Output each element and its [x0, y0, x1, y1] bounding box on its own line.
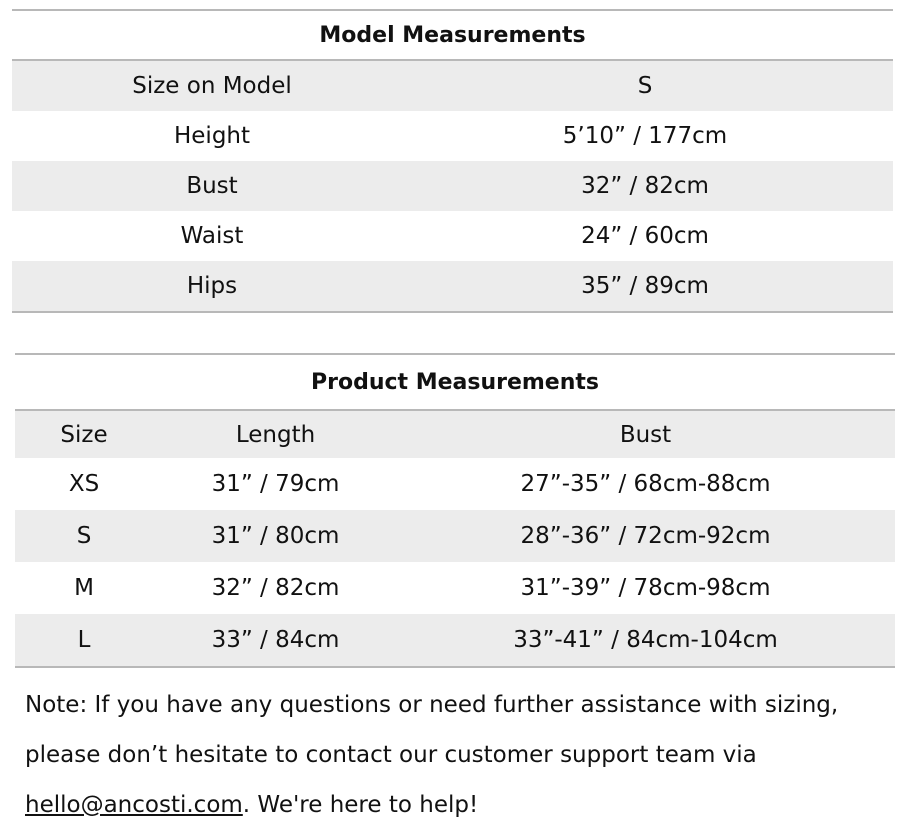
table-header-row: [15, 411, 895, 458]
cell-bust: 28”-36” / 72cm-92cm: [520, 523, 771, 549]
product-measurements-table: [15, 353, 895, 668]
cell-length: 31” / 79cm: [211, 471, 340, 497]
row-label: Waist: [180, 223, 244, 249]
cell-size: M: [74, 575, 94, 601]
row-label: Hips: [186, 273, 238, 299]
table-row: [12, 261, 893, 311]
table-row: [15, 510, 895, 562]
row-value: S: [637, 73, 653, 99]
table-row: [15, 614, 895, 666]
sizing-note: [25, 680, 905, 830]
cell-bust: 33”-41” / 84cm-104cm: [513, 627, 778, 653]
cell-size: L: [77, 627, 91, 653]
row-value: 35” / 89cm: [581, 273, 709, 299]
note-text: Note: If you have any questions or need further assistance with sizing, please don’t hesitate to contact our customer support team via: [25, 692, 839, 768]
model-measurements-title: Model Measurements: [12, 11, 893, 61]
product-measurements-title: Product Measurements: [15, 355, 895, 411]
table-row: [12, 161, 893, 211]
cell-length: 33” / 84cm: [211, 627, 340, 653]
table-row: [12, 61, 893, 111]
row-value: 5’10” / 177cm: [562, 123, 728, 149]
cell-length: 32” / 82cm: [211, 575, 340, 601]
header-bust: Bust: [619, 421, 672, 448]
row-value: 32” / 82cm: [581, 173, 709, 199]
header-size: Size: [60, 421, 108, 448]
cell-length: 31” / 80cm: [211, 523, 340, 549]
cell-bust: 31”-39” / 78cm-98cm: [520, 575, 771, 601]
table-row: [12, 211, 893, 261]
header-length: Length: [235, 421, 316, 448]
table-row: [15, 562, 895, 614]
cell-size: XS: [68, 471, 100, 497]
table-row: [15, 458, 895, 510]
cell-size: S: [76, 523, 92, 549]
row-label: Bust: [186, 173, 238, 199]
row-label: Height: [173, 123, 251, 149]
table-row: [12, 111, 893, 161]
note-closing-text: . We're here to help!: [242, 792, 479, 818]
support-email-link[interactable]: hello@ancosti.com: [25, 792, 243, 818]
row-value: 24” / 60cm: [581, 223, 709, 249]
model-measurements-table: [12, 9, 893, 313]
row-label: Size on Model: [132, 73, 292, 99]
cell-bust: 27”-35” / 68cm-88cm: [520, 471, 771, 497]
